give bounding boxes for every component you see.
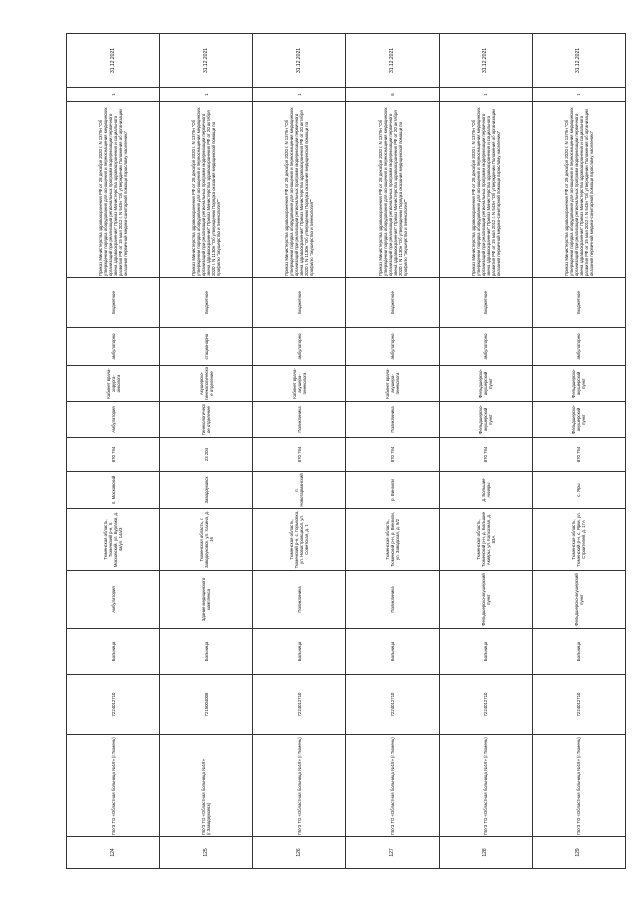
row-number-cell: 128 xyxy=(439,837,532,869)
facility-address-cell: Тюменская область, Тюменский р-н, с. Горьковка, ул. Новостроящихся, ул. Советская, д. 1 xyxy=(253,509,346,571)
division-cell: Фельдшерско-акушерский пункт xyxy=(532,402,625,438)
inn-code-cell: 7215004008 xyxy=(160,675,253,735)
structural-unit-cell: Фельдшерско-акушерский пункт xyxy=(532,571,625,629)
department-cabinet-cell: Фельдшерско-акушерский пункт xyxy=(439,366,532,402)
facility-type-cell: Больница xyxy=(532,629,625,675)
organization-name-cell: ГБУЗ ТО «Областная больница №19» (г.Тюмень) xyxy=(532,735,625,837)
facility-address-cell: Тюменская область, Тюменский р-н, п. Московский, ул. Бурлаки, д. 4а/ул. 14а/3 xyxy=(67,509,160,571)
regulatory-basis-cell: Приказ Министерства здравоохранения РФ от 28 декабря 2020 г. N 1379н "Об утверждении порядка оборудования для оснащения и переоснащения медицинских организаций при реализации региональных программ модернизации первичного звена здравоохранения" Приказ Министерства здравоохранения РФ от 20 октября 2020 г. N 1130н "Об утверждении Порядка оказания медицинской помощи по профилю "акушерство и гинекология"" xyxy=(253,102,346,278)
division-cell: Гинекологическое отделение xyxy=(160,402,253,438)
table-row xyxy=(160,34,253,869)
care-conditions-cell: стационарно xyxy=(160,328,253,366)
financing-form-cell: Бюджетное xyxy=(346,278,439,328)
facility-address-cell: Тюменская область, Тюменский р-н, с. Ярки, ул. Строителей, д. 17А xyxy=(532,509,625,571)
care-conditions-cell: амбулаторно xyxy=(253,328,346,366)
organization-name-cell: ГБУЗ ТО «Областная больница №19» (г.Тюмень) xyxy=(439,735,532,837)
structural-unit-cell: Поликлиника xyxy=(253,571,346,629)
facility-type-cell: Больница xyxy=(160,629,253,675)
due-date-cell: 31.12.2021 xyxy=(160,34,253,88)
financing-form-cell: Бюджетное xyxy=(439,278,532,328)
oktmo-code-cell: 23 204 xyxy=(160,438,253,472)
row-number-cell: 129 xyxy=(532,837,625,869)
regulatory-basis-cell: Приказ Министерства здравоохранения РФ от 28 декабря 2020 г. N 1379н "Об утверждении порядка оборудования для оснащения и переоснащения медицинских организаций при реализации региональных программ модернизации первичного звена здравоохранения" Приказ Министерства здравоохранения и социального развития РФ от 15 мая 2012 г. N 543н "Об утверждении Положения об организации оказания первичной медико-санитарной помощи взрослому населению" xyxy=(439,102,532,278)
regulatory-basis-cell: Приказ Министерства здравоохранения РФ от 28 декабря 2020 г. N 1379н "Об утверждении порядка оборудования для оснащения и переоснащения медицинских организаций при реализации региональных программ модернизации первичного звена здравоохранения" Приказ Министерства здравоохранения и социального развития РФ от 15 мая 2012 г. N 543н "Об утверждении Положения об организации оказания первичной медико-санитарной помощи взрослому населению" xyxy=(532,102,625,278)
table-row xyxy=(346,34,439,869)
quantity-cell: 1 xyxy=(160,88,253,102)
department-cabinet-cell: Кабинет врача-хирурга-онколога xyxy=(67,366,160,402)
facility-address-cell: Тюменская область, Тюменский р-н, р. Винзили, ул. Заводская, д. 5/2 xyxy=(346,509,439,571)
organization-name-cell: ГБУЗ ТО «Областная больница №19» (г.Тюмень) xyxy=(346,735,439,837)
oktmo-code-cell: 870 794 xyxy=(346,438,439,472)
rotated-table-wrapper xyxy=(66,34,626,869)
division-cell: Поликлиника xyxy=(346,402,439,438)
row-number-cell: 127 xyxy=(346,837,439,869)
regulatory-basis-cell: Приказ Министерства здравоохранения РФ от 28 декабря 2020 г. N 1379н "Об утверждении порядка оборудования для оснащения и переоснащения медицинских организаций при реализации региональных программ модернизации первичного звена здравоохранения" Приказ Министерства здравоохранения РФ от 20 октября 2020 г. N 1130н "Об утверждении Порядка оказания медицинской помощи по профилю "акушерство и гинекология"" xyxy=(346,102,439,278)
locality-cell: п. Новотарманский xyxy=(253,472,346,509)
scanned-page xyxy=(66,34,626,869)
inn-code-cell: 7224012710 xyxy=(532,675,625,735)
row-number-cell: 124 xyxy=(67,837,160,869)
table-row xyxy=(67,34,160,869)
organization-name-cell: ГБУЗ ТО «Областная больница №19» (г.Тюмень) xyxy=(253,735,346,837)
financing-form-cell: Бюджетное xyxy=(532,278,625,328)
due-date-cell: 31.12.2021 xyxy=(346,34,439,88)
care-conditions-cell: амбулаторно xyxy=(346,328,439,366)
care-conditions-cell: амбулаторно xyxy=(532,328,625,366)
table-row xyxy=(253,34,346,869)
due-date-cell: 31.12.2021 xyxy=(67,34,160,88)
equipment-table xyxy=(66,33,626,869)
care-conditions-cell: амбулаторно xyxy=(67,328,160,366)
regulatory-basis-cell: Приказ Министерства здравоохранения РФ от 28 декабря 2020 г. N 1379н "Об утверждении порядка оборудования для оснащения и переоснащения медицинских организаций при реализации региональных программ модернизации первичного звена здравоохранения" Приказ Министерства здравоохранения РФ от 20 октября 2020 г. N 1130н "Об утверждении Порядка оказания медицинской помощи по профилю "акушерство и гинекология"" xyxy=(160,102,253,278)
facility-address-cell: Тюменская область, г. Заводоуковск, ул. Хахина, д. 16 xyxy=(160,509,253,571)
due-date-cell: 31.12.2021 xyxy=(532,34,625,88)
facility-type-cell: Больница xyxy=(253,629,346,675)
locality-cell: с. Яры xyxy=(532,472,625,509)
table-row xyxy=(439,34,532,869)
organization-name-cell: ГБУЗ ТО «Областная больница №19» (г.Тюмень) xyxy=(67,735,160,837)
division-cell: Фельдшерско-акушерский пункт xyxy=(439,402,532,438)
department-cabinet-cell: Акушерско-гинекологическое отделение xyxy=(160,366,253,402)
quantity-cell: 1 xyxy=(439,88,532,102)
organization-name-cell: ГБУЗ ТО «Областная больница №19» (г.Заводоуковск) xyxy=(160,735,253,837)
financing-form-cell: Бюджетное xyxy=(253,278,346,328)
locality-cell: д. Большие Акияры xyxy=(439,472,532,509)
structural-unit-cell: Здание медицинского комплекса xyxy=(160,571,253,629)
due-date-cell: 31.12.2021 xyxy=(253,34,346,88)
quantity-cell: 1 xyxy=(67,88,160,102)
table-body xyxy=(67,34,626,869)
locality-cell: п. Московский xyxy=(67,472,160,509)
structural-unit-cell: Амбулатория xyxy=(67,571,160,629)
locality-cell: Заводоуковск xyxy=(160,472,253,509)
structural-unit-cell: Фельдшерско-акушерский пункт xyxy=(439,571,532,629)
department-cabinet-cell: Кабинет врача-акушера-гинеколога xyxy=(253,366,346,402)
oktmo-code-cell: 870 794 xyxy=(532,438,625,472)
division-cell: Амбулатория xyxy=(67,402,160,438)
quantity-cell: 1 xyxy=(253,88,346,102)
department-cabinet-cell: Кабинет врача-акушера-гинеколога xyxy=(346,366,439,402)
inn-code-cell: 7224012710 xyxy=(253,675,346,735)
locality-cell: р. Винзили xyxy=(346,472,439,509)
care-conditions-cell: амбулаторно xyxy=(439,328,532,366)
inn-code-cell: 7224012710 xyxy=(346,675,439,735)
structural-unit-cell: Поликлиника xyxy=(346,571,439,629)
quantity-cell: 6 xyxy=(346,88,439,102)
due-date-cell: 31.12.2021 xyxy=(439,34,532,88)
facility-type-cell: Больница xyxy=(346,629,439,675)
oktmo-code-cell: 870 794 xyxy=(67,438,160,472)
table-row xyxy=(532,34,625,869)
inn-code-cell: 7224012710 xyxy=(439,675,532,735)
oktmo-code-cell: 870 794 xyxy=(439,438,532,472)
facility-type-cell: Больница xyxy=(439,629,532,675)
regulatory-basis-cell: Приказ Министерства здравоохранения РФ от 28 декабря 2020 г. N 1379н "Об утверждении порядка оборудования для оснащения и переоснащения медицинских организаций при реализации региональных программ модернизации первичного звена здравоохранения" Приказ Министерства здравоохранения и социального развития РФ от 15 мая 2012 г. N 543н "Об утверждении Положения об организации оказания первичной медико-санитарной помощи взрослому населению" xyxy=(67,102,160,278)
row-number-cell: 126 xyxy=(253,837,346,869)
department-cabinet-cell: Фельдшерско-акушерский пункт xyxy=(532,366,625,402)
quantity-cell: 1 xyxy=(532,88,625,102)
financing-form-cell: Бюджетное xyxy=(160,278,253,328)
financing-form-cell: Бюджетное xyxy=(67,278,160,328)
division-cell: Поликлиника xyxy=(253,402,346,438)
oktmo-code-cell: 870 794 xyxy=(253,438,346,472)
facility-address-cell: Тюменская область, Тюменский р-н, д. Большие Акияры, ул. Колхозная, д. 83А xyxy=(439,509,532,571)
facility-type-cell: Больница xyxy=(67,629,160,675)
row-number-cell: 125 xyxy=(160,837,253,869)
inn-code-cell: 7224012710 xyxy=(67,675,160,735)
